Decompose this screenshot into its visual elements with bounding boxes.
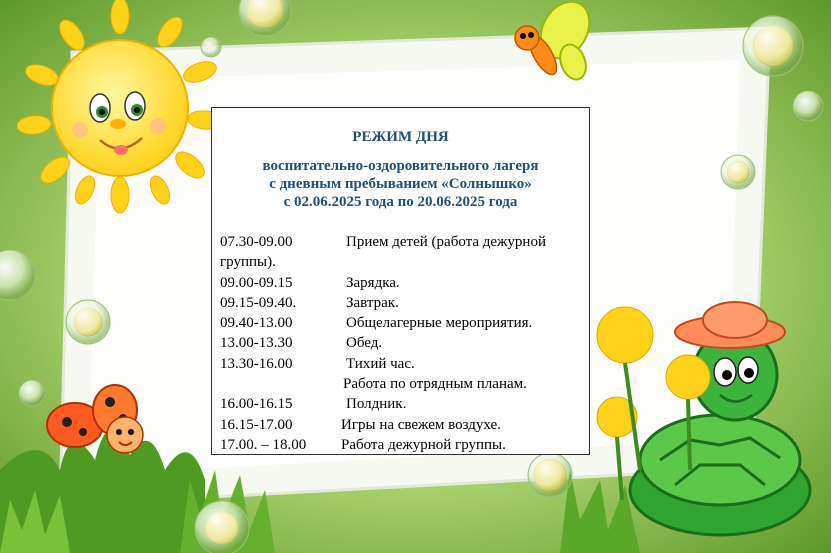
- schedule-list: [220, 232, 585, 455]
- schedule-row: [220, 273, 585, 293]
- schedule-header: [212, 108, 589, 211]
- schedule-time: 07.30-09.00: [220, 234, 293, 250]
- schedule-row: [220, 415, 585, 435]
- schedule-row: [220, 313, 585, 333]
- schedule-row: [220, 293, 585, 313]
- schedule-activity: Работа дежурной группы.: [341, 436, 506, 453]
- schedule-row: [220, 354, 585, 374]
- schedule-time: 16.00-16.15: [220, 396, 293, 413]
- schedule-activity: Общелагерные мероприятия.: [346, 315, 533, 332]
- schedule-row: [220, 333, 585, 353]
- schedule-row: [220, 232, 585, 252]
- schedule-row: [220, 394, 585, 414]
- schedule-activity: Зарядка.: [346, 274, 400, 291]
- schedule-time: 13.00-13.30: [220, 335, 293, 352]
- schedule-activity: Завтрак.: [346, 294, 399, 311]
- schedule-time: 16.15-17.00: [220, 416, 293, 433]
- schedule-time: 09.00-09.15: [220, 274, 293, 291]
- schedule-time: 09.40-13.00: [220, 315, 293, 332]
- page-title: РЕЖИМ ДНЯ: [352, 129, 449, 145]
- schedule-activity: группы).: [220, 254, 276, 271]
- schedule-row: [220, 435, 585, 455]
- schedule-row: [220, 252, 585, 272]
- schedule-time: 09.15-09.40.: [220, 294, 297, 311]
- camp-type-line: с дневным пребыванием «Солнышко»: [269, 176, 532, 192]
- schedule-activity: Игры на свежем воздухе.: [341, 416, 501, 433]
- camp-name-line: воспитательно-оздоровительного лагеря: [262, 158, 539, 174]
- schedule-time: 13.30-16.00: [220, 355, 293, 372]
- schedule-card: [211, 107, 590, 455]
- schedule-time: 17.00. – 18.00: [220, 436, 307, 453]
- schedule-activity: Обед.: [346, 335, 383, 352]
- schedule-activity: Работа по отрядным планам.: [343, 376, 527, 393]
- schedule-row: [220, 374, 585, 394]
- schedule-activity: Полдник.: [346, 396, 407, 413]
- schedule-activity: Тихий час.: [346, 355, 415, 372]
- date-range-line: с 02.06.2025 года по 20.06.2025 года: [283, 194, 518, 210]
- schedule-activity: Прием детей (работа дежурной: [346, 234, 546, 250]
